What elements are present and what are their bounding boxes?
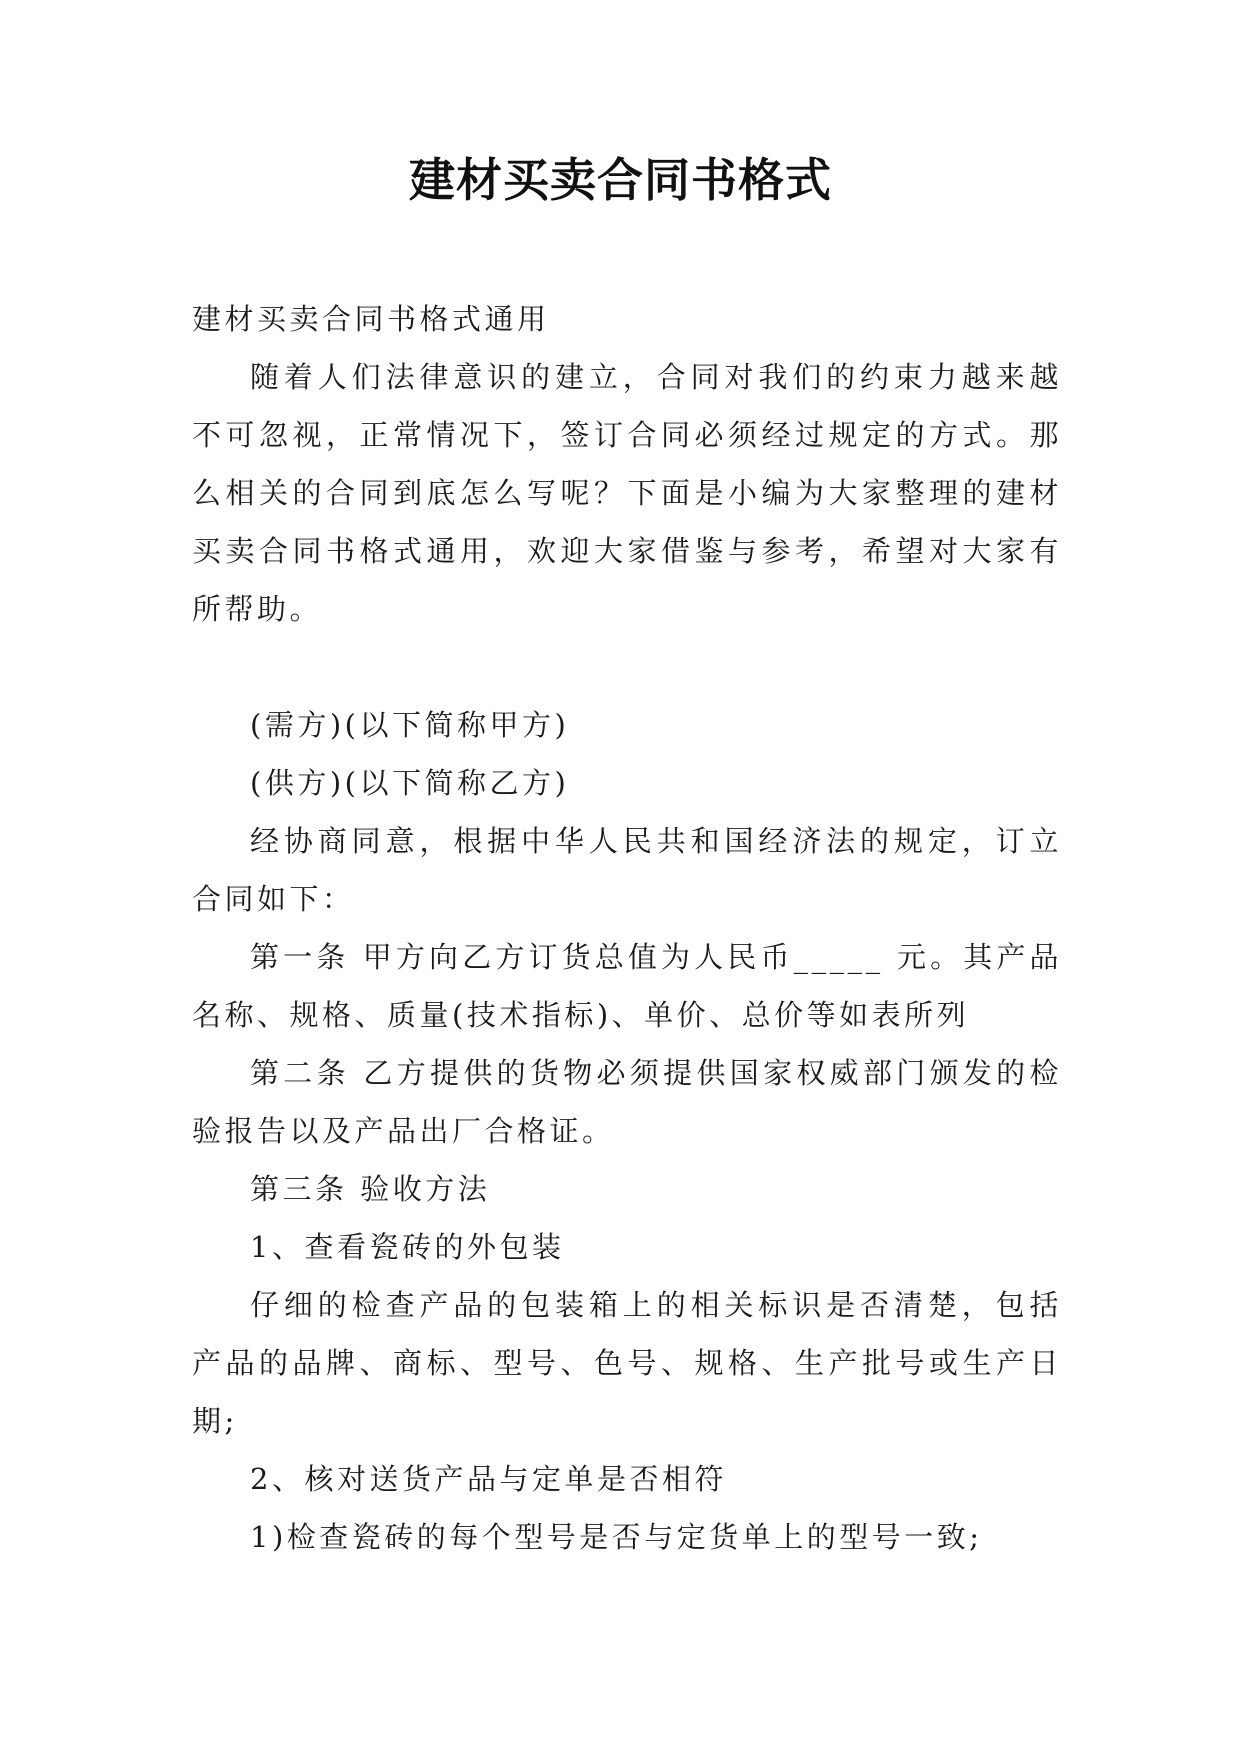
article-1-paragraph: 第一条 甲方向乙方订货总值为人民币_____ 元。其产品名称、规格、质量(技术指标)、单价、总价等如表所列: [192, 940, 1062, 1032]
item-2-heading: 2、核对送货产品与定单是否相符: [250, 1462, 727, 1496]
document-title: 建材买卖合同书格式: [409, 153, 832, 207]
subtitle-paragraph: 建材买卖合同书格式通用: [192, 302, 550, 336]
article-2-paragraph: 第二条 乙方提供的货物必须提供国家权威部门颁发的检验报告以及产品出厂合格证。: [192, 1056, 1062, 1148]
preamble-paragraph: 经协商同意，根据中华人民共和国经济法的规定，订立合同如下：: [192, 824, 1062, 916]
item-1-paragraph: 仔细的检查产品的包装箱上的相关标识是否清楚，包括产品的品牌、商标、型号、色号、规格、生产批号或生产日期;: [192, 1288, 1062, 1438]
document-body: [192, 290, 1062, 1566]
article-3-heading: 第三条 验收方法: [250, 1172, 491, 1206]
item-1-heading: 1、查看瓷砖的外包装: [250, 1230, 565, 1264]
party-a-paragraph: (需方)(以下简称甲方): [250, 708, 570, 742]
party-b-paragraph: (供方)(以下简称乙方): [250, 766, 570, 800]
paragraph-spacer: [192, 638, 1062, 696]
intro-paragraph: 随着人们法律意识的建立，合同对我们的约束力越来越不可忽视，正常情况下，签订合同必须经过规定的方式。那么相关的合同到底怎么写呢？下面是小编为大家整理的建材买卖合同书格式通用，欢迎大家借鉴与参考，希望对大家有所帮助。: [192, 360, 1062, 626]
item-2-sub-1-paragraph: 1)检查瓷砖的每个型号是否与定货单上的型号一致;: [250, 1520, 983, 1554]
